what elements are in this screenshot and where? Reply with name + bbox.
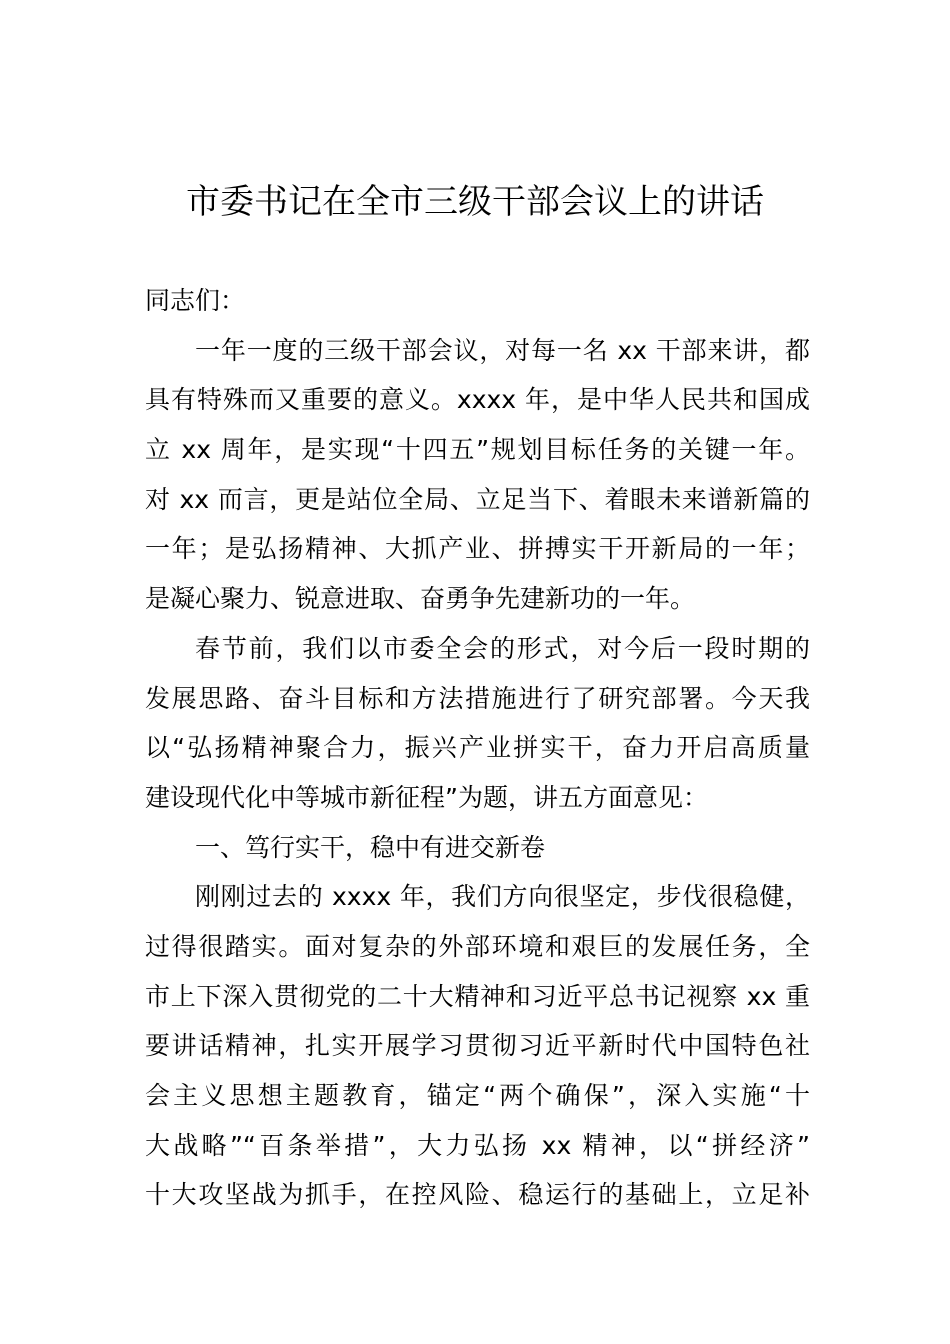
document-title: 市委书记在全市三级干部会议上的讲话 — [186, 182, 764, 222]
paragraph-line: 立 xx 周年，是实现“十四五”规划目标任务的关键一年。 — [145, 435, 810, 465]
paragraph-line: 对 xx 而言，更是站位全局、立足当下、着眼未来谱新篇的 — [145, 484, 810, 514]
paragraph-line: 以“弘扬精神聚合力，振兴产业拼实干，奋力开启高质量 — [145, 733, 810, 763]
paragraph-line: 市上下深入贯彻党的二十大精神和习近平总书记视察 xx 重 — [145, 981, 810, 1011]
paragraph-line: 要讲话精神，扎实开展学习贯彻习近平新时代中国特色社 — [145, 1031, 810, 1061]
section-heading: 一、笃行实干，稳中有进交新卷 — [195, 832, 546, 862]
paragraph-line: 过得很踏实。面对复杂的外部环境和艰巨的发展任务，全 — [145, 931, 810, 961]
paragraph-line: 十大攻坚战为抓手，在控风险、稳运行的基础上，立足补 — [145, 1180, 810, 1210]
paragraph-line: 一年；是弘扬精神、大抓产业、拼搏实干开新局的一年； — [145, 534, 810, 564]
paragraph-line: 大战略”“百条举措”，大力弘扬 xx 精神，以“拼经济” — [145, 1130, 810, 1160]
paragraph-line: 会主义思想主题教育，锚定“两个确保”，深入实施“十 — [145, 1081, 810, 1110]
paragraph-line: 刚刚过去的 xxxx 年，我们方向很坚定，步伐很稳健， — [195, 882, 810, 912]
paragraph-line: 具有特殊而又重要的意义。xxxx 年，是中华人民共和国成 — [145, 385, 810, 415]
salutation: 同志们： — [145, 286, 246, 315]
document-body — [145, 276, 810, 1220]
paragraph-line: 建设现代化中等城市新征程”为题，讲五方面意见： — [145, 782, 708, 812]
paragraph-line: 发展思路、奋斗目标和方法措施进行了研究部署。今天我 — [145, 683, 810, 713]
paragraph-line: 一年一度的三级干部会议，对每一名 xx 干部来讲，都 — [195, 335, 810, 365]
paragraph-line: 春节前，我们以市委全会的形式，对今后一段时期的 — [195, 633, 810, 663]
paragraph-line: 是凝心聚力、锐意进取、奋勇争先建新功的一年。 — [145, 584, 696, 614]
